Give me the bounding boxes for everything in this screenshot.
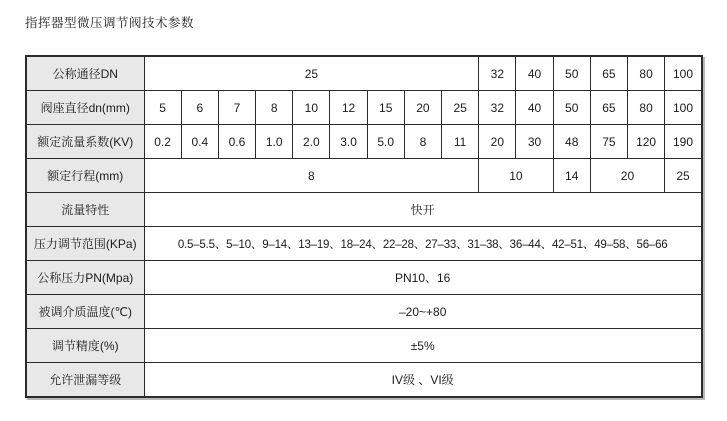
value-cell: 12 (330, 91, 367, 125)
value-cell: –20~+80 (144, 295, 702, 329)
seat-diameter-label: 阀座直径dn(mm) (26, 91, 144, 125)
page-title: 指挥器型微压调节阀技术参数 (25, 16, 195, 30)
pressure-range-label: 压力调节范围(KPa) (26, 227, 144, 261)
value-cell: 5.0 (367, 125, 404, 159)
value-cell: 8 (256, 91, 293, 125)
value-cell: 80 (627, 56, 664, 91)
value-cell: 75 (590, 125, 627, 159)
flow-characteristic-label: 流量特性 (26, 193, 144, 227)
value-cell: 10 (293, 91, 330, 125)
value-cell: 65 (590, 91, 627, 125)
value-cell: 32 (479, 91, 516, 125)
value-cell: 7 (218, 91, 255, 125)
row-flow-coefficient (26, 125, 702, 159)
value-cell: 0.4 (181, 125, 218, 159)
row-rated-stroke (26, 159, 702, 193)
value-cell: 11 (442, 125, 479, 159)
value-cell: 80 (627, 91, 664, 125)
value-cell: 0.5–5.5、5–10、9–14、13–19、18–24、22–28、27–33、31–38、36–44、42–51、49–58、56–66 (144, 227, 702, 261)
value-cell: 40 (516, 91, 553, 125)
adjust-accuracy-label: 调节精度(%) (26, 329, 144, 363)
value-cell: 48 (553, 125, 590, 159)
row-nominal-pressure (26, 261, 702, 295)
value-cell: 30 (516, 125, 553, 159)
value-cell: 0.2 (144, 125, 181, 159)
value-cell: 32 (479, 56, 516, 91)
value-cell: 2.0 (293, 125, 330, 159)
value-cell: 20 (590, 159, 664, 193)
value-cell: 25 (144, 56, 479, 91)
value-cell: 65 (590, 56, 627, 91)
value-cell: 20 (404, 91, 441, 125)
value-cell: 20 (479, 125, 516, 159)
value-cell: 5 (144, 91, 181, 125)
nominal-diameter-label: 公称通径DN (26, 56, 144, 91)
value-cell: 14 (553, 159, 590, 193)
value-cell: 8 (404, 125, 441, 159)
rated-stroke-label: 额定行程(mm) (26, 159, 144, 193)
value-cell: 25 (442, 91, 479, 125)
row-adjust-accuracy (26, 329, 702, 363)
row-pressure-range (26, 227, 702, 261)
value-cell: 快开 (144, 193, 702, 227)
value-cell: 50 (553, 91, 590, 125)
value-cell: PN10、16 (144, 261, 702, 295)
flow-coefficient-label: 额定流量系数(KV) (26, 125, 144, 159)
value-cell: 6 (181, 91, 218, 125)
row-seat-diameter (26, 91, 702, 125)
value-cell: 10 (479, 159, 553, 193)
value-cell: 1.0 (256, 125, 293, 159)
medium-temperature-label: 被调介质温度(℃) (26, 295, 144, 329)
value-cell: 190 (665, 125, 702, 159)
value-cell: ±5% (144, 329, 702, 363)
value-cell: 40 (516, 56, 553, 91)
nominal-pressure-label: 公称压力PN(Mpa) (26, 261, 144, 295)
row-flow-characteristic (26, 193, 702, 227)
row-medium-temperature (26, 295, 702, 329)
row-nominal-diameter (26, 56, 702, 91)
spec-table (25, 55, 703, 398)
value-cell: 100 (665, 56, 702, 91)
value-cell: 25 (665, 159, 702, 193)
value-cell: 0.6 (218, 125, 255, 159)
row-leakage-class (26, 363, 702, 398)
value-cell: 3.0 (330, 125, 367, 159)
value-cell: 120 (627, 125, 664, 159)
leakage-class-label: 允许泄漏等级 (26, 363, 144, 398)
value-cell: IV级 、VI级 (144, 363, 702, 398)
value-cell: 50 (553, 56, 590, 91)
value-cell: 15 (367, 91, 404, 125)
value-cell: 100 (665, 91, 702, 125)
value-cell: 8 (144, 159, 479, 193)
